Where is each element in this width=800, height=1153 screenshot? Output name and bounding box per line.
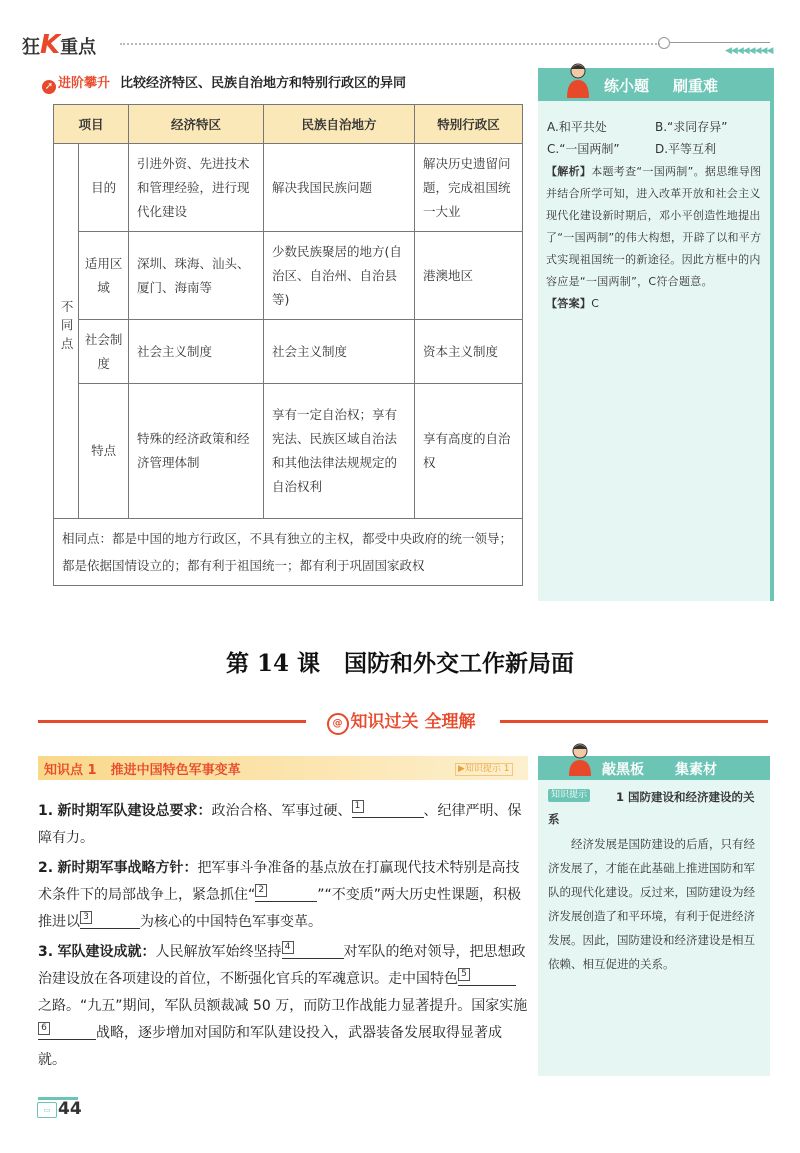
header-rule (670, 42, 770, 43)
advance-badge (38, 75, 116, 93)
item-num: 3. (38, 944, 54, 960)
fill-blank[interactable] (458, 967, 516, 986)
logo-k: K (40, 30, 61, 60)
cell: 享有高度的自治权 (415, 384, 523, 519)
teacher-avatar-icon (565, 742, 595, 776)
option-b: B.“求同存异” (655, 120, 728, 134)
knowledge-point-title (44, 759, 241, 778)
student-avatar-icon (563, 62, 593, 98)
cell: 社会主义制度 (264, 320, 415, 384)
blank-number: 3 (80, 911, 92, 924)
row-item: 特点 (79, 384, 129, 519)
table-row (54, 320, 523, 384)
fill-blank[interactable] (38, 1021, 96, 1040)
table-row (54, 232, 523, 320)
knowledge-hint-tag: ▶知识提示 1 (455, 763, 513, 776)
blank-number: 2 (255, 884, 267, 897)
item-2 (38, 855, 528, 936)
header-circle (658, 37, 670, 49)
summary-row (54, 519, 523, 586)
lesson-number: 第 14 课 (225, 650, 321, 677)
blank-number: 6 (38, 1022, 50, 1035)
item-text: 把军事斗争准备的基点放在打赢现代技术特别是高技术条件下的局部战争上，紧急抓住“ (38, 860, 520, 903)
item-text: ”“不变质”两大历史性课题，积极推进以 (38, 887, 522, 930)
logo-left: 狂 (22, 37, 40, 58)
item-text: 之路。“九五”期间，军队员额裁减 50 万，而防卫作战能力显著提升。国家实施 (38, 998, 528, 1014)
comparison-table (53, 104, 523, 586)
option-c: C.“一国两制” (547, 142, 620, 156)
cell: 资本主义制度 (415, 320, 523, 384)
fill-blank[interactable] (282, 940, 344, 959)
blank-number: 5 (458, 968, 470, 981)
cell: 少数民族聚居的地方(自治区、自治州、自治县等) (264, 232, 415, 320)
analysis-text: 本题考查“一国两制”。据思维导图并结合所学可知，进入改革开放和社会主义现代化建设新时期后，邓小平创造性地提出了“一国两制”的伟大构想，开辟了以和平方式实现祖国统一的新途径。因此方框中的内容应是“一国两制”，C符合题意。 (546, 165, 762, 288)
advance-title: 比较经济特区、民族自治地方和特别行政区的异同 (120, 76, 407, 91)
header-dotted-line (120, 43, 660, 45)
analysis-label: 【解析】 (546, 165, 592, 178)
lesson-heading (0, 645, 800, 678)
cell: 解决我国民族问题 (264, 144, 415, 232)
header-item: 项目 (54, 105, 129, 144)
knowledge-hint-badge: 知识提示 (548, 789, 590, 802)
practice-title: 练小题 (604, 77, 650, 95)
header-arrows-icon: ◀◀◀◀◀◀◀◀ (725, 46, 773, 56)
cell: 引进外资、先进技术和管理经验，进行现代化建设 (129, 144, 264, 232)
item-num: 1. (38, 803, 54, 819)
cell: 深圳、珠海、汕头、厦门、海南等 (129, 232, 264, 320)
header-col-3: 特别行政区 (415, 105, 523, 144)
item-label: 新时期军队建设总要求： (57, 803, 212, 819)
item-text: 战略，逐步增加对国防和军队建设投入，武器装备发展取得显著成就。 (38, 1025, 502, 1068)
row-item: 适用区域 (79, 232, 129, 320)
blank-number: 4 (282, 941, 294, 954)
blackboard-point-title: 1 国防建设和经济建设的关系 (548, 790, 755, 826)
practice-subtitle: 刷重难 (673, 77, 719, 95)
item-label: 新时期军事战略方针： (57, 860, 198, 876)
diff-label-text: 不同点 (59, 299, 75, 356)
table-row (54, 384, 523, 519)
item-3 (38, 939, 528, 1074)
page-number: 44 (58, 1099, 82, 1119)
header-col-1: 经济特区 (129, 105, 264, 144)
table-header-row (54, 105, 523, 144)
item-1 (38, 798, 528, 852)
row-item: 社会制度 (79, 320, 129, 384)
kp-label: 知识点 1 (44, 763, 97, 778)
cell: 享有一定自治权；享有宪法、民族区域自治法和其他法律法规规定的自治权利 (264, 384, 415, 519)
blackboard-title: 敲黑板 (602, 762, 644, 778)
blackboard-subtitle: 集素材 (675, 762, 717, 778)
practice-analysis (546, 161, 762, 315)
summary-cell: 相同点：都是中国的地方行政区，不具有独立的主权，都受中央政府的统一领导；都是依据国情设立的；都有利于祖国统一；都有利于巩固国家政权 (54, 519, 523, 586)
option-a: A.和平共处 (547, 120, 607, 134)
answer-label: 【答案】 (546, 297, 592, 310)
practice-card-stripe (770, 68, 774, 601)
option-d: D.平等互利 (655, 142, 717, 156)
blackboard-body: 经济发展是国防建设的后盾，只有经济发展了，才能在此基础上推进国防和军队的现代化建设。反过来，国防建设为经济发展创造了和平环境，有利于促进经济发展。因此，国防建设和经济建设是相互依赖、相互促进的关系。 (548, 837, 755, 971)
advance-badge-label: 进阶攀升 (58, 76, 111, 91)
fill-blank[interactable] (352, 799, 424, 818)
diff-label (54, 144, 79, 519)
banner-rule-left (38, 720, 306, 723)
cell: 特殊的经济政策和经济管理体制 (129, 384, 264, 519)
item-num: 2. (38, 860, 54, 876)
rocket-icon: ➚ (42, 80, 56, 94)
item-text: 、纪律严明、保障有力。 (38, 803, 522, 846)
blank-number: 1 (352, 800, 364, 813)
item-text: 政治合格、军事过硬、 (211, 803, 352, 819)
cell: 解决历史遗留问题，完成祖国统一大业 (415, 144, 523, 232)
fill-blank[interactable] (255, 883, 317, 902)
row-item: 目的 (79, 144, 129, 232)
banner-title (300, 707, 502, 735)
brand-logo (22, 30, 132, 60)
table-row (54, 144, 523, 232)
cell: 社会主义制度 (129, 320, 264, 384)
item-text: 对军队的绝对领导，把思想政治建设放在各项建设的首位，不断强化官兵的军魂意识。走中国特色 (38, 944, 526, 987)
item-label: 军队建设成就： (57, 944, 156, 960)
answer-text: C (591, 297, 600, 310)
banner-rule-right (500, 720, 768, 723)
spiral-icon: @ (327, 713, 349, 735)
book-icon: ▭ (37, 1102, 57, 1118)
item-text: 人民解放军始终坚持 (155, 944, 282, 960)
banner-title-text: 知识过关 全理解 (350, 712, 476, 732)
header-col-2: 民族自治地方 (264, 105, 415, 144)
fill-blank[interactable] (80, 910, 140, 929)
cell: 港澳地区 (415, 232, 523, 320)
logo-right: 重点 (60, 37, 97, 58)
item-text: 为核心的中国特色军事变革。 (140, 914, 322, 930)
lesson-title: 国防和外交工作新局面 (344, 650, 575, 677)
kp-title-text: 推进中国特色军事变革 (110, 763, 241, 778)
